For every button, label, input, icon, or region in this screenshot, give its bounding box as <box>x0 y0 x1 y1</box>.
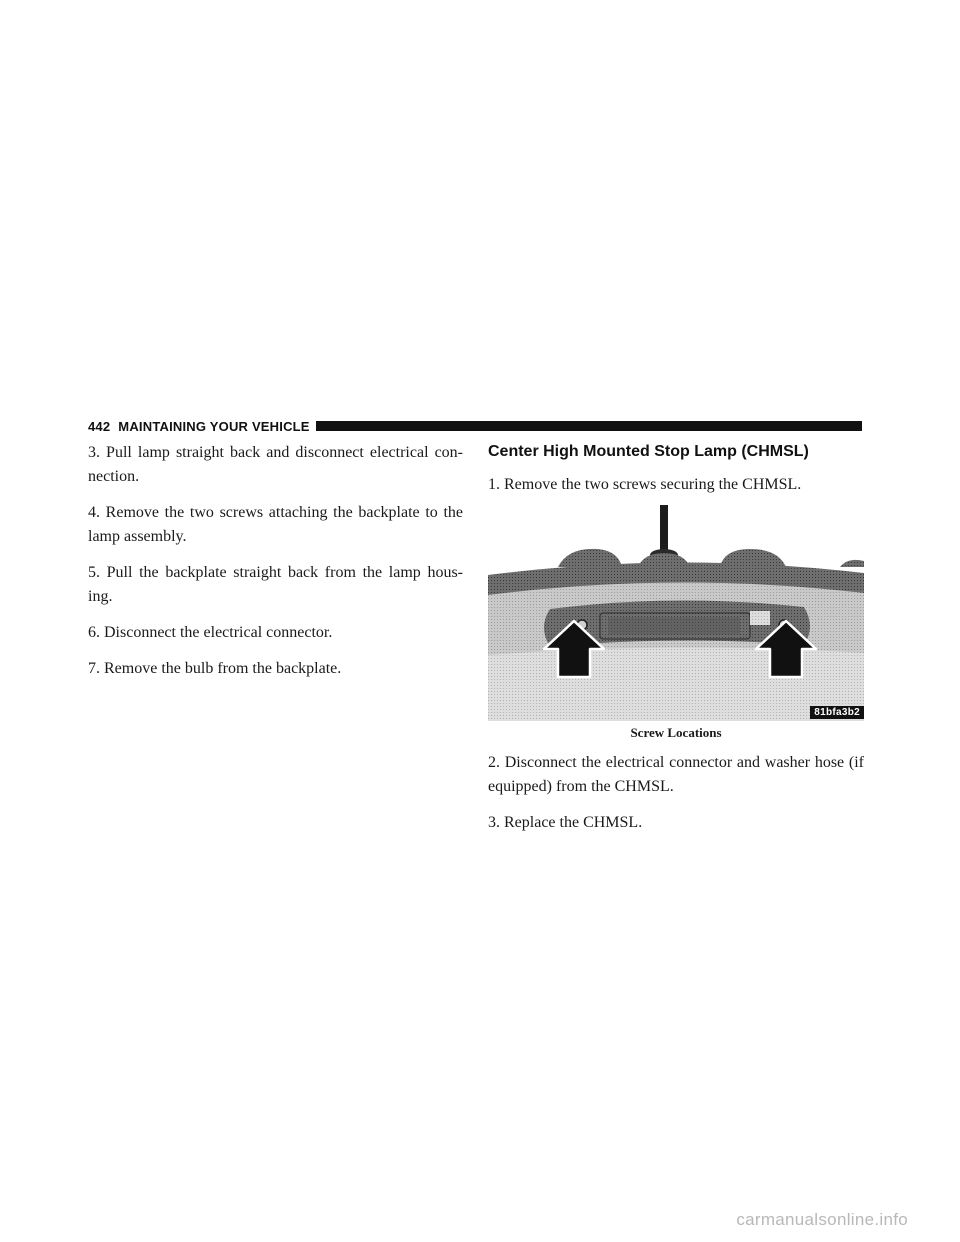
header-rule <box>316 421 862 431</box>
screw-locations-figure <box>488 505 864 721</box>
step-3-pull-lamp: 3. Pull lamp straight back and disconnect electrical con-nection. <box>88 444 463 485</box>
step-4-remove-screws: 4. Remove the two screws attaching the backplate to the lamp assembly. <box>88 504 463 545</box>
step-5-pull-backplate: 5. Pull the backplate straight back from the lamp hous-ing. <box>88 564 463 605</box>
chmsl-heading: Center High Mounted Stop Lamp (CHMSL) <box>488 443 809 460</box>
page-number: 442 <box>88 418 111 434</box>
watermark: carmanualsonline.info <box>736 1210 908 1229</box>
right-column <box>488 441 864 847</box>
page-header <box>0 418 960 434</box>
step-6-disconnect: 6. Disconnect the electrical connector. <box>88 624 333 641</box>
section-title: MAINTAINING YOUR VEHICLE <box>118 418 310 434</box>
step-7-remove-bulb: 7. Remove the bulb from the backplate. <box>88 660 342 677</box>
chmsl-illustration <box>488 505 864 721</box>
left-column <box>88 441 463 693</box>
figure-code: 81bfa3b2 <box>810 706 864 719</box>
chmsl-step-3: 3. Replace the CHMSL. <box>488 814 643 831</box>
figure-caption: Screw Locations <box>630 725 722 740</box>
chmsl-step-1: 1. Remove the two screws securing the CHMSL. <box>488 476 802 493</box>
chmsl-step-2: 2. Disconnect the electrical connector and washer hose (if equipped) from the CHMSL. <box>488 754 864 795</box>
